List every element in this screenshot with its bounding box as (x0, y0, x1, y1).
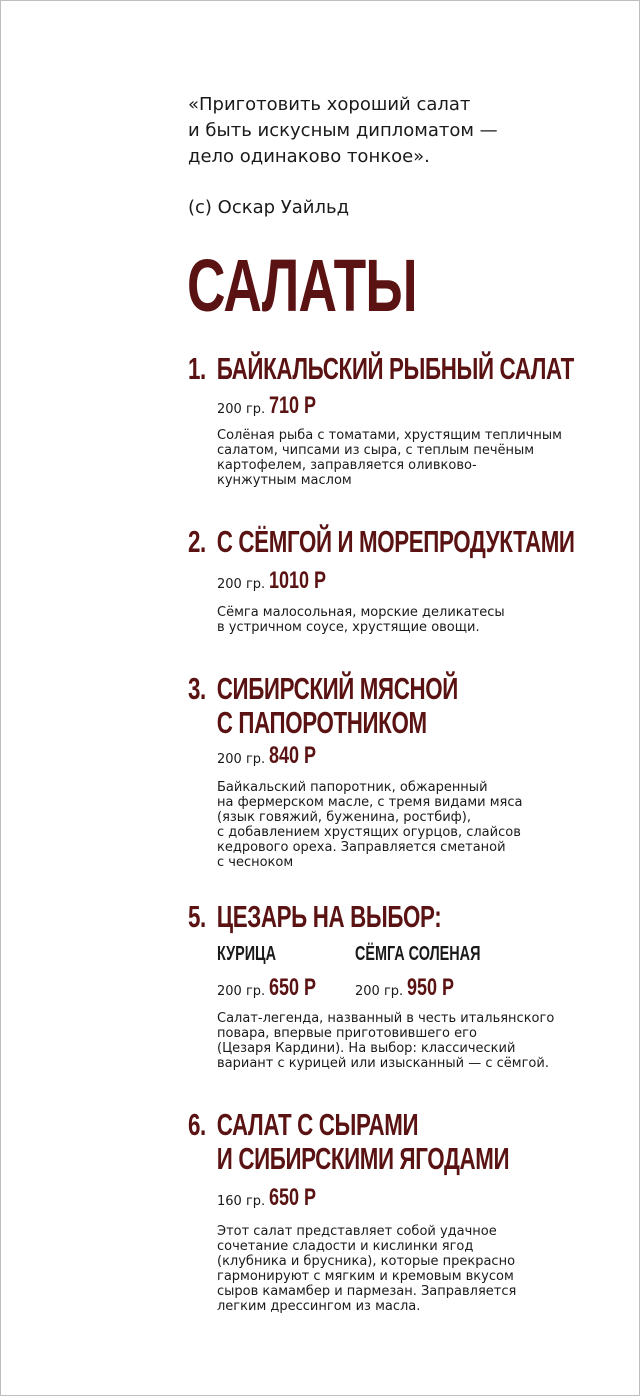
variant-price-chicken (217, 974, 332, 1002)
menu-item-title (188, 672, 458, 740)
menu-item-weight: 200 гр. (217, 402, 266, 417)
menu-item-number: 5. (188, 899, 206, 934)
menu-item-description: Этот салат представляет собой удачное сочетание сладости и кислинки ягод (клубника и брусника), которые прекрасно гармонируют с мягким и кремовым вкусом сыров камамбер и пармезан. Заправляется легким дрессингом из масла. (217, 1224, 517, 1314)
menu-item-description: Байкальский папоротник, обжаренный на фермерском масле, с тремя видами мяса (язык говяжий, буженина, ростбиф), с добавлением хрустящих огурцов, слайсов кедрового ореха. Заправляется сметаной с чесноком (217, 780, 523, 870)
menu-item-weight: 200 гр. (217, 577, 266, 592)
price-row (217, 567, 345, 595)
menu-item-price: 650 Р (269, 1184, 317, 1211)
menu-item-price: 840 Р (269, 742, 317, 769)
menu-item-name-line1: САЛАТ С СЫРАМИ (216, 1107, 419, 1142)
menu-item-number: 3. (188, 671, 206, 706)
menu-item-name-line1: СИБИРСКИЙ МЯСНОЙ (216, 671, 458, 706)
section-title: САЛАТЫ (187, 244, 417, 327)
menu-item-description: Салат-легенда, названный в честь итальянского повара, впервые приготовившего его (Цезаря Кардини). На выбор: классический вариант с курицей или изысканный — с сёмгой. (217, 1011, 555, 1071)
menu-item-weight: 200 гр. (355, 984, 404, 999)
menu-item (188, 351, 640, 488)
menu-item-weight: 160 гр. (217, 1194, 266, 1209)
menu-item-number: 6. (188, 1107, 206, 1142)
menu-item (188, 524, 640, 635)
menu-item-price: 710 Р (269, 392, 317, 419)
menu-item-name: БАЙКАЛЬСКИЙ РЫБНЫЙ САЛАТ (216, 351, 574, 386)
price-row (217, 742, 332, 770)
menu-item-description: Сёмга малосольная, морские деликатесы в устричном соусе, хрустящие овощи. (217, 605, 505, 635)
menu-item-name: ЦЕЗАРЬ НА ВЫБОР: (216, 899, 442, 934)
menu-item-number: 1. (188, 351, 206, 386)
epigraph-quote: «Приготовить хороший салат и быть искусным дипломатом — дело одинаково тонкое». (188, 94, 498, 167)
menu-item-title (188, 352, 574, 386)
menu-item-name-line2: С ПАПОРОТНИКОМ (216, 705, 427, 740)
menu-item (188, 1107, 634, 1314)
menu-item-number: 2. (188, 524, 206, 559)
menu-item-description: Солёная рыба с томатами, хрустящим тепличным салатом, чипсами из сыра, с теплым печёным картофелем, заправляется оливково- кунжутным маслом (217, 428, 562, 488)
menu-item-price: 950 Р (407, 974, 455, 1001)
menu-item-weight: 200 гр. (217, 752, 266, 767)
menu-item-weight: 200 гр. (217, 984, 266, 999)
menu-item-name-line2: И СИБИРСКИМИ ЯГОДАМИ (216, 1141, 510, 1176)
menu-item-title (188, 1108, 509, 1176)
menu-item-title (188, 525, 575, 559)
menu-item (188, 671, 563, 870)
menu-item-price: 1010 Р (269, 567, 327, 594)
variant-label-chicken: КУРИЦА (217, 943, 276, 965)
menu-item-name: С СЁМГОЙ И МОРЕПРОДУКТАМИ (216, 524, 575, 559)
variant-price-salmon (355, 974, 470, 1002)
menu-item-title (188, 900, 441, 934)
epigraph-author: (с) Оскар Уайльд (188, 197, 350, 218)
menu-item-price: 650 Р (269, 974, 317, 1001)
variant-label-salmon: СЁМГА СОЛЕНАЯ (355, 943, 481, 965)
price-row (217, 1184, 332, 1212)
price-row (217, 392, 332, 420)
menu-item (188, 899, 555, 1071)
